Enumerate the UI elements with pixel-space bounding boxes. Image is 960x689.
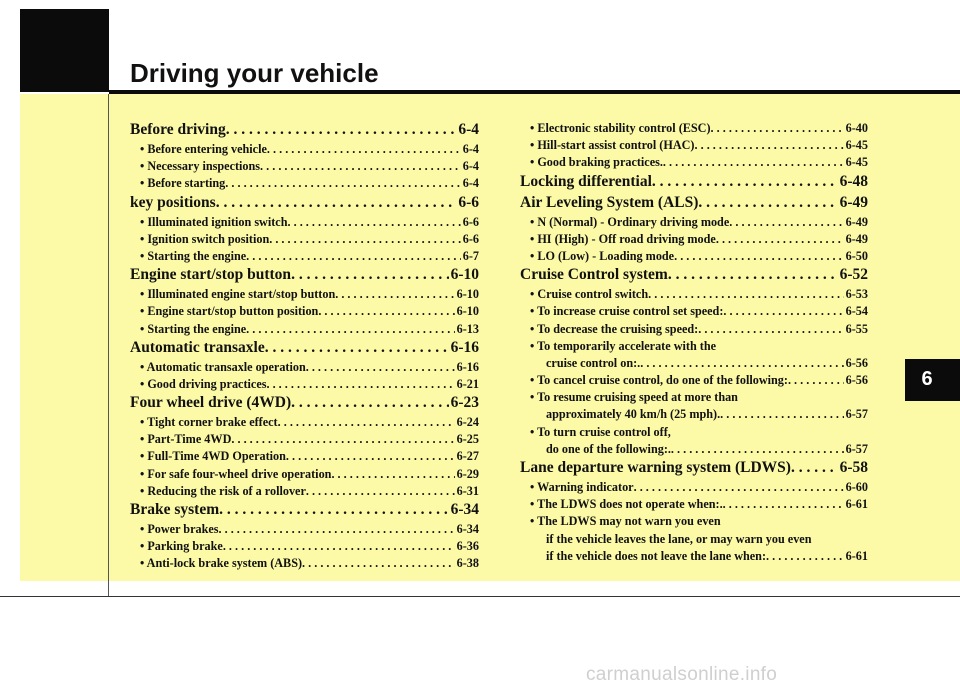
toc-page-number: 6-23 <box>450 394 479 412</box>
toc-entry-title: • Full-Time 4WD Operation <box>140 449 286 464</box>
toc-page-number: 6-54 <box>845 304 868 319</box>
toc-page-number: 6-21 <box>456 376 479 391</box>
toc-entry-title: • Starting the engine <box>140 321 247 336</box>
toc-subentry[interactable] <box>130 232 479 249</box>
toc-entry-title: approximately 40 km/h (25 mph). <box>546 407 721 422</box>
toc-subentry[interactable] <box>130 249 479 266</box>
dot-leader <box>302 556 455 571</box>
toc-page-number: 6-49 <box>845 231 868 246</box>
toc-page-number: 6-61 <box>845 497 868 512</box>
toc-subentry[interactable] <box>130 539 479 556</box>
toc-entry-title: • Warning indicator <box>530 480 634 494</box>
toc-entry-title: Locking differential <box>520 172 652 190</box>
toc-page-number: 6-36 <box>456 539 479 554</box>
dot-leader <box>306 360 455 375</box>
toc-subentry[interactable] <box>520 356 868 373</box>
toc-entry-title: • Anti-lock brake system (ABS) <box>140 556 303 571</box>
toc-page-number: 6-4 <box>462 159 479 174</box>
toc-page-number: 6-38 <box>456 556 479 571</box>
toc-subentry[interactable] <box>520 287 868 304</box>
dot-leader <box>266 377 454 392</box>
toc-page-number: 6-4 <box>462 142 479 156</box>
dot-leader <box>695 138 844 153</box>
toc-entry-title: • Parking brake <box>140 539 223 554</box>
toc-page-number: 6-49 <box>845 214 868 229</box>
toc-entry-title: • Necessary inspections <box>140 159 261 174</box>
toc-section-entry[interactable] <box>130 339 479 360</box>
toc-entry-title: • Part-Time 4WD <box>140 432 232 447</box>
dot-leader <box>246 322 454 337</box>
toc-subentry[interactable] <box>520 480 868 497</box>
header-black-block <box>20 9 109 92</box>
toc-page-number: 6-45 <box>845 155 868 170</box>
toc-page-number: 6-16 <box>456 359 479 374</box>
toc-section-entry[interactable] <box>130 266 479 287</box>
toc-page-number: 6-52 <box>839 266 868 284</box>
dot-leader <box>788 373 844 388</box>
dot-leader <box>306 484 455 499</box>
toc-page-number: 6-45 <box>845 138 868 153</box>
toc-subentry[interactable] <box>520 549 868 566</box>
toc-entry-title: • The LDWS does not operate when:. <box>530 497 723 512</box>
toc-page-number: 6-60 <box>845 480 868 494</box>
toc-page-number: 6-6 <box>458 193 479 211</box>
toc-entry-title: • Good braking practices. <box>530 155 663 170</box>
toc-subentry[interactable] <box>130 556 479 573</box>
toc-section-entry[interactable] <box>520 194 868 215</box>
toc-subentry[interactable] <box>130 287 479 304</box>
toc-page-number: 6-48 <box>839 172 868 190</box>
toc-entry-title: • Cruise control switch <box>530 287 649 302</box>
toc-entry-title: • Power brakes <box>140 522 219 536</box>
toc-page-number: 6-58 <box>839 459 868 476</box>
toc-page-number: 6-61 <box>845 548 868 563</box>
toc-page-number: 6-34 <box>450 501 479 518</box>
toc-page-number: 6-6 <box>462 214 479 229</box>
dot-leader <box>286 449 455 464</box>
toc-entry-title: • HI (High) - Off road driving mode <box>530 231 716 246</box>
toc-subentry[interactable] <box>520 155 868 172</box>
dot-leader <box>640 356 843 371</box>
chapter-tab-number: 6 <box>921 367 933 390</box>
page-title: Driving your vehicle <box>130 58 379 88</box>
toc-entry-title: • Good driving practices <box>140 376 267 391</box>
dot-leader <box>265 339 449 357</box>
toc-subentry[interactable] <box>520 138 868 155</box>
bottom-rule <box>0 596 960 597</box>
margin-divider <box>108 94 109 597</box>
toc-page-number: 6-34 <box>456 522 479 536</box>
toc-page-number: 6-31 <box>456 483 479 498</box>
toc-entry-title: • Hill-start assist control (HAC) <box>530 138 695 153</box>
dot-leader <box>791 459 838 477</box>
toc-page-number: 6-40 <box>845 121 868 135</box>
toc-subentry[interactable] <box>520 322 868 339</box>
toc-page-number: 6-7 <box>462 248 479 263</box>
toc-subentry[interactable] <box>520 373 868 390</box>
toc-entry-title: Engine start/stop button <box>130 266 292 284</box>
toc-entry-title: • To increase cruise control set speed: <box>530 304 724 319</box>
dot-leader <box>634 480 844 495</box>
toc-entry-text: • To temporarily accelerate with the <box>530 338 717 353</box>
toc-subentry[interactable] <box>130 415 479 432</box>
dot-leader <box>219 522 455 537</box>
toc-page-number: 6-24 <box>456 415 479 430</box>
toc-entry-title: • Ignition switch position <box>140 231 270 246</box>
toc-entry-title: • Tight corner brake effect <box>140 415 278 430</box>
dot-leader <box>291 266 449 284</box>
toc-page-number: 6-53 <box>845 287 868 302</box>
dot-leader <box>698 322 843 337</box>
watermark: carmanualsonline.info <box>586 664 778 685</box>
toc-subentry[interactable] <box>130 432 479 449</box>
toc-entry-title: • For safe four-wheel drive operation <box>140 466 332 481</box>
toc-subentry[interactable] <box>130 142 479 159</box>
toc-subentry[interactable] <box>520 232 868 249</box>
dot-leader <box>671 442 844 457</box>
toc-entry-title: • To decrease the cruising speed: <box>530 321 699 336</box>
toc-entry-text: • To turn cruise control off, <box>530 424 671 439</box>
toc-page-number: 6-56 <box>845 373 868 388</box>
dot-leader <box>698 194 837 212</box>
toc-entry-title: • Engine start/stop button position <box>140 304 319 319</box>
toc-page-number: 6-13 <box>456 321 479 336</box>
dot-leader <box>663 155 844 170</box>
toc-entry-title: key positions <box>130 193 216 211</box>
toc-subentry[interactable] <box>520 304 868 321</box>
dot-leader <box>269 232 461 247</box>
toc-page-number: 6-57 <box>845 407 868 422</box>
toc-page-number: 6-10 <box>456 304 479 319</box>
dot-leader <box>260 159 461 174</box>
toc-page-number: 6-4 <box>462 176 479 191</box>
toc-page-number: 6-10 <box>450 266 479 284</box>
toc-entry-title: Lane departure warning system (LDWS) <box>520 459 791 476</box>
dot-leader <box>226 121 457 139</box>
dot-leader <box>219 501 448 519</box>
dot-leader <box>766 549 844 564</box>
toc-entry-title: Automatic transaxle <box>130 338 265 356</box>
dot-leader <box>652 173 838 191</box>
toc-subentry[interactable] <box>520 121 868 138</box>
toc-entry-title: • Illuminated engine start/stop button <box>140 287 336 302</box>
dot-leader <box>223 539 455 554</box>
toc-page-number: 6-4 <box>458 121 479 138</box>
toc-section-entry[interactable] <box>520 459 868 480</box>
dot-leader <box>267 142 461 157</box>
dot-leader <box>648 287 844 302</box>
toc-entry-text: if the vehicle leaves the lane, or may warn you even <box>546 531 812 546</box>
toc-subentry[interactable] <box>130 322 479 339</box>
dot-leader <box>723 304 843 319</box>
dot-leader <box>225 176 460 191</box>
toc-subentry[interactable] <box>130 360 479 377</box>
dot-leader <box>335 287 454 302</box>
dot-leader <box>716 232 844 247</box>
toc-section-entry[interactable] <box>130 394 479 415</box>
dot-leader <box>291 394 448 412</box>
toc-entry-title: Brake system <box>130 501 220 518</box>
dot-leader <box>729 215 843 230</box>
dot-leader <box>231 432 454 447</box>
toc-subentry[interactable] <box>520 442 868 459</box>
toc-entry-title: cruise control on:. <box>546 355 641 370</box>
toc-entry-title: do one of the following:. <box>546 441 671 456</box>
toc-subentry[interactable] <box>130 377 479 394</box>
toc-section-entry[interactable] <box>130 501 479 522</box>
toc-entry-title: Four wheel drive (4WD) <box>130 394 292 412</box>
toc-subentry[interactable] <box>130 176 479 193</box>
toc-subentry[interactable] <box>130 484 479 501</box>
toc-page-number: 6-29 <box>456 466 479 481</box>
toc-section-entry[interactable] <box>130 194 479 215</box>
toc-entry-title: • Before starting <box>140 176 226 191</box>
toc-page-number: 6-56 <box>845 355 868 370</box>
toc-page-number: 6-50 <box>845 248 868 263</box>
toc-page-number: 6-57 <box>845 441 868 456</box>
toc-subentry[interactable] <box>130 215 479 232</box>
toc-entry-text: • The LDWS may not warn you even <box>530 514 721 529</box>
toc-page-number: 6-49 <box>839 193 868 211</box>
toc-section-entry[interactable] <box>520 266 868 287</box>
toc-column-left <box>130 121 479 574</box>
dot-leader <box>711 121 844 136</box>
toc-page-number: 6-55 <box>845 321 868 336</box>
toc-entry-title: Air Leveling System (ALS) <box>520 193 699 211</box>
dot-leader <box>216 194 457 212</box>
toc-subentry[interactable] <box>520 497 868 514</box>
toc-entry-title: • To cancel cruise control, do one of the following: <box>530 373 788 388</box>
toc-entry-title: • N (Normal) - Ordinary driving mode <box>530 214 730 229</box>
toc-subentry[interactable] <box>520 407 868 424</box>
toc-page-number: 6-27 <box>456 449 479 464</box>
dot-leader <box>288 215 461 230</box>
toc-page-number: 6-25 <box>456 432 479 447</box>
dot-leader <box>246 249 461 264</box>
toc-entry-title: Before driving <box>130 121 226 138</box>
toc-entry-text: • To resume cruising speed at more than <box>530 390 738 405</box>
toc-entry-title: • Before entering vehicle <box>140 142 267 156</box>
dot-leader <box>668 266 838 284</box>
toc-page-number: 6-16 <box>450 338 479 356</box>
toc-section-entry[interactable] <box>520 173 868 194</box>
dot-leader <box>331 467 454 482</box>
dot-leader <box>723 497 844 512</box>
toc-entry-title: if the vehicle does not leave the lane when: <box>546 548 767 563</box>
toc-column-right <box>520 121 868 566</box>
toc-entry-title: • Reducing the risk of a rollover <box>140 483 306 498</box>
toc-subentry[interactable] <box>130 522 479 539</box>
toc-subentry[interactable] <box>130 304 479 321</box>
toc-page-number: 6-6 <box>462 231 479 246</box>
dot-leader <box>674 249 844 264</box>
toc-subentry[interactable] <box>130 467 479 484</box>
dot-leader <box>318 304 454 319</box>
toc-subentry[interactable] <box>130 159 479 176</box>
dot-leader <box>720 407 844 422</box>
toc-entry-title: • LO (Low) - Loading mode <box>530 248 675 263</box>
toc-subentry[interactable] <box>130 449 479 466</box>
toc-entry-title: • Illuminated ignition switch <box>140 214 288 229</box>
toc-page-number: 6-10 <box>456 287 479 302</box>
toc-subentry[interactable] <box>520 215 868 232</box>
dot-leader <box>278 415 455 430</box>
toc-entry-title: • Automatic transaxle operation <box>140 359 306 374</box>
toc-entry-title: • Electronic stability control (ESC) <box>530 121 711 135</box>
toc-entry-title: • Starting the engine <box>140 248 247 263</box>
toc-entry-title: Cruise Control system <box>520 266 668 284</box>
toc-subentry[interactable] <box>520 249 868 266</box>
toc-section-entry[interactable] <box>130 121 479 142</box>
